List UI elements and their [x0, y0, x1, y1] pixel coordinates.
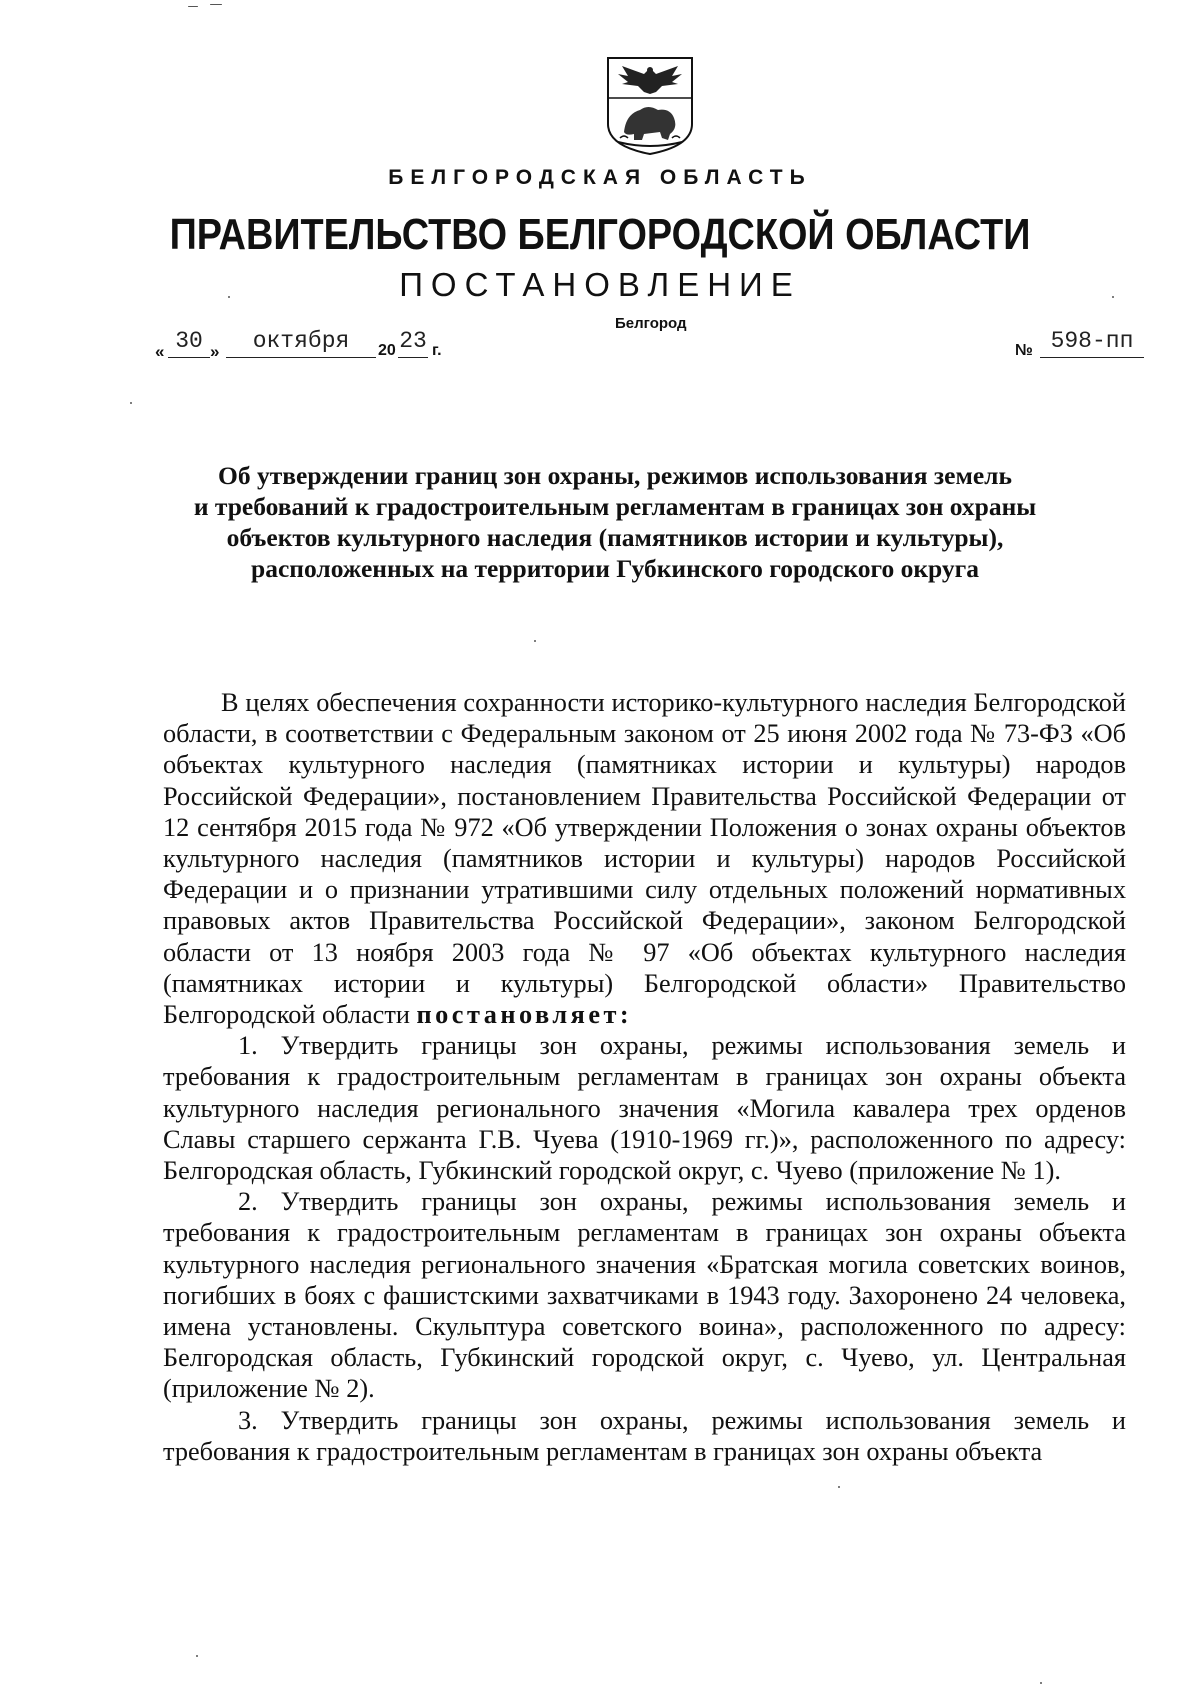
scan-speck	[1112, 296, 1114, 298]
coat-of-arms-emblem	[604, 54, 696, 156]
scan-speck	[130, 402, 132, 404]
title-line: объектов культурного наследия (памятников истории и культуры),	[226, 523, 1004, 552]
preamble-text: В целях обеспечения сохранности историко-культурного наследия Белгородской области, в соответствии с Федеральным законом от 25 июня 2002 года № 73-ФЗ «Об объектах культурного наследия (памятниках истории и культуры) народов Российской Федерации», постановлением Правительства Российской Федерации от 12 сентября 2015 года № 972 «Об утверждении Положения о зонах охраны объектов культурного наследия (памятников истории и культуры) народов Российской Федерации и о признании утратившими силу отдельных положений нормативных правовых актов Правительства Российской Федерации», законом Белгородской области от 13 ноября 2003 года № 97 «Об объектах культурного наследия (памятниках истории и культуры) Белгородской области» Правительство Белгородской области	[163, 688, 1126, 1030]
date-year-abbr: г.	[432, 342, 442, 359]
document-body	[163, 687, 1126, 1467]
date-year-suffix: 23	[398, 326, 428, 358]
date-year-prefix: 20	[378, 342, 396, 359]
government-name: ПРАВИТЕЛЬСТВО БЕЛГОРОДСКОЙ ОБЛАСТИ	[169, 210, 1031, 259]
region-name: БЕЛГОРОДСКАЯ ОБЛАСТЬ	[388, 166, 812, 189]
scan-speck	[228, 296, 230, 298]
date-open-quote: «	[155, 342, 165, 361]
item-2-paragraph: 2. Утвердить границы зон охраны, режимы использования земель и требования к градостроительным регламентам в границах зон охраны объекта культурного наследия регионального значения «Братская могила советских воинов, погибших в боях с фашистскими захватчиками в 1943 году. Захоронено 24 человека, имена установлены. Скульптура советского воина», расположенного по адресу: Белгородская область, Губкинский городской округ, с. Чуево, ул. Центральная (приложение № 2).	[163, 1187, 1126, 1404]
scan-speck	[838, 1486, 840, 1488]
decree-word: постановляет:	[416, 1000, 633, 1030]
scan-speck	[210, 4, 222, 5]
item-1-paragraph: 1. Утвердить границы зон охраны, режимы использования земель и требования к градостроительным регламентам в границах зон охраны объекта культурного наследия регионального значения «Могила кавалера трех орденов Славы старшего сержанта Г.В. Чуева (1910-1969 гг.)», расположенного по адресу: Белгородская область, Губкинский городской округ, с. Чуево (приложение № 1).	[163, 1031, 1126, 1186]
item-3-paragraph: 3. Утвердить границы зон охраны, режимы использования земель и требования к градостроительным регламентам в границах зон охраны объекта	[163, 1405, 1126, 1466]
document-type: ПОСТАНОВЛЕНИЕ	[399, 266, 801, 303]
scan-speck	[196, 1655, 198, 1657]
document-number: 598-пп	[1040, 326, 1144, 358]
issuing-city: Белгород	[615, 315, 687, 332]
title-line: Об утверждении границ зон охраны, режимов использования земель	[218, 461, 1012, 490]
title-line: и требований к градостроительным регламентам в границах зон охраны	[193, 492, 1037, 521]
date-month: октября	[226, 326, 376, 358]
date-close-quote: »	[210, 342, 220, 361]
scan-speck	[1040, 1682, 1042, 1684]
scan-speck	[534, 640, 536, 642]
number-label: №	[1015, 342, 1033, 359]
document-title	[140, 460, 1090, 584]
date-day: 30	[168, 326, 210, 358]
preamble-paragraph	[163, 687, 1126, 1030]
scan-speck	[188, 6, 198, 7]
title-line: расположенных на территории Губкинского городского округа	[251, 554, 979, 583]
